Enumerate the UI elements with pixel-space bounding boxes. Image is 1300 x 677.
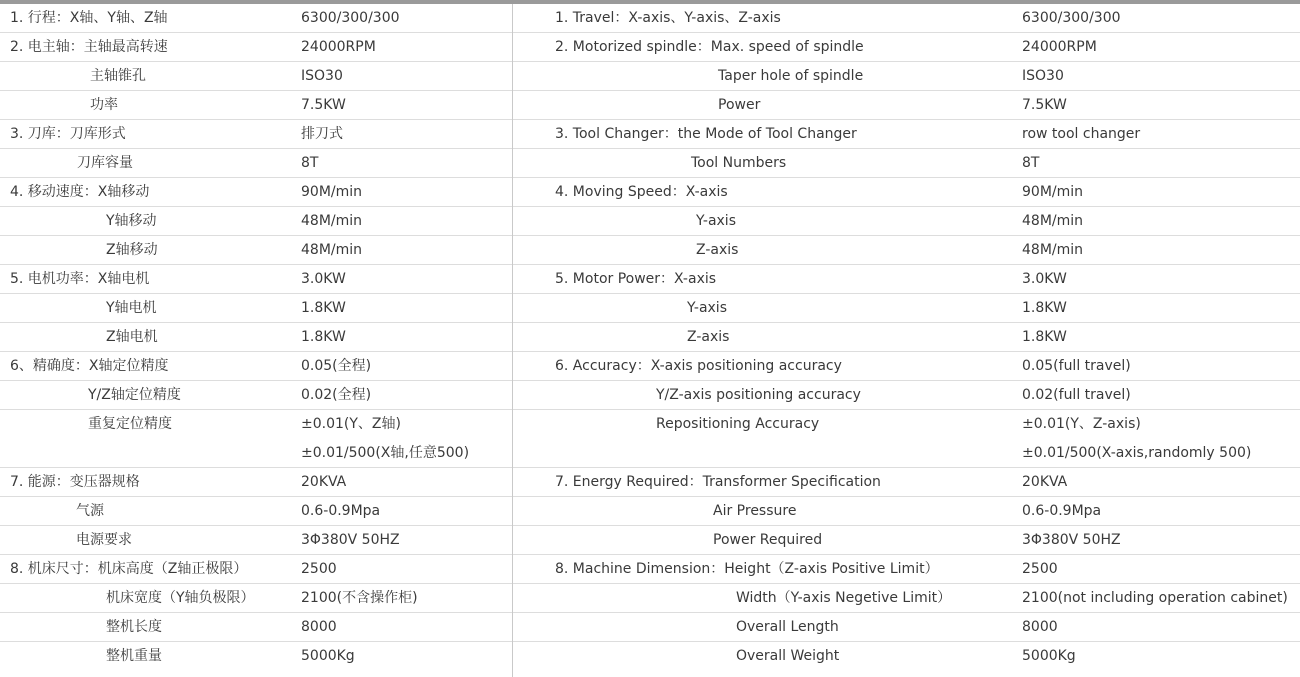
spec-value: 1.8KW [301, 300, 346, 316]
spec-row [0, 265, 512, 294]
spec-row [0, 207, 512, 236]
spec-value: 5000Kg [301, 648, 355, 664]
spec-label: Y/Z-axis positioning accuracy [656, 387, 861, 403]
spec-label: Y-axis [687, 300, 727, 316]
spec-label: Z-axis [687, 329, 730, 345]
spec-label: 电源要求 [76, 532, 132, 548]
spec-label: 重复定位精度 [88, 416, 172, 432]
spec-value: 8000 [301, 619, 337, 635]
spec-value: 24000RPM [301, 39, 376, 55]
spec-value: 3Φ380V 50HZ [301, 532, 400, 548]
spec-row [513, 62, 1300, 91]
spec-value: 90M/min [1022, 184, 1084, 200]
spec-row [513, 207, 1300, 236]
spec-value: ±0.01(Y、Z轴) [301, 416, 401, 432]
spec-row [513, 294, 1300, 323]
spec-row [513, 555, 1300, 584]
spec-row [513, 613, 1300, 642]
spec-row [0, 4, 512, 33]
spec-row [513, 497, 1300, 526]
spec-row [0, 555, 512, 584]
spec-row [0, 642, 512, 671]
spec-label: Y-axis [696, 213, 736, 229]
spec-value: 7.5KW [301, 97, 346, 113]
spec-value: 8T [1022, 155, 1040, 171]
spec-row [0, 62, 512, 91]
spec-value-secondary: ±0.01/500(X轴,任意500) [301, 445, 470, 461]
spec-value: 20KVA [301, 474, 347, 490]
spec-label: Power Required [713, 532, 823, 548]
spec-label: Overall Weight [736, 648, 840, 664]
spec-row [513, 120, 1300, 149]
spec-row [0, 91, 512, 120]
spec-row [513, 33, 1300, 62]
spec-value: 3.0KW [301, 271, 346, 287]
spec-label: 功率 [90, 97, 118, 113]
spec-label: 4. 移动速度：X轴移动 [10, 184, 150, 200]
spec-row [513, 526, 1300, 555]
spec-value: 0.02(全程) [301, 387, 372, 403]
spec-value: 6300/300/300 [1022, 10, 1121, 26]
spec-value: 7.5KW [1022, 97, 1067, 113]
spec-label: 6、精确度：X轴定位精度 [10, 358, 169, 374]
spec-label: Width（Y-axis Negetive Limit） [736, 590, 952, 606]
spec-row [0, 584, 512, 613]
spec-value: 24000RPM [1022, 39, 1097, 55]
spec-value: 48M/min [1022, 213, 1084, 229]
spec-row [513, 149, 1300, 178]
spec-label: 1. Travel：X-axis、Y-axis、Z-axis [555, 10, 781, 26]
spec-value: 48M/min [301, 242, 363, 258]
spec-value: 0.05(全程) [301, 358, 372, 374]
spec-row [513, 584, 1300, 613]
spec-row [0, 323, 512, 352]
spec-value: 5000Kg [1022, 648, 1076, 664]
spec-value: 1.8KW [301, 329, 346, 345]
spec-label: Y/Z轴定位精度 [88, 387, 181, 403]
spec-value: 2100(not including operation cabinet) [1022, 590, 1288, 606]
spec-value-secondary: ±0.01/500(X-axis,randomly 500) [1022, 445, 1252, 461]
spec-label: 3. 刀库：刀库形式 [10, 126, 126, 142]
spec-value: 2100(不含操作柜) [301, 590, 418, 606]
spec-value: 48M/min [1022, 242, 1084, 258]
spec-value: 3Φ380V 50HZ [1022, 532, 1121, 548]
spec-value: 2500 [1022, 561, 1058, 577]
spec-row [0, 613, 512, 642]
spec-value: 48M/min [301, 213, 363, 229]
spec-label: 3. Tool Changer：the Mode of Tool Changer [555, 126, 857, 142]
spec-row [513, 352, 1300, 381]
spec-label: 机床宽度（Y轴负极限） [106, 590, 255, 606]
spec-row [0, 526, 512, 555]
spec-row [0, 468, 512, 497]
spec-value: 0.02(full travel) [1022, 387, 1131, 403]
spec-value: 排刀式 [301, 126, 343, 142]
spec-row [513, 236, 1300, 265]
spec-label: 6. Accuracy：X-axis positioning accuracy [555, 358, 842, 374]
spec-label: Repositioning Accuracy [656, 416, 820, 432]
spec-row [0, 33, 512, 62]
spec-label: 7. 能源：变压器规格 [10, 474, 140, 490]
spec-value: ISO30 [1022, 68, 1064, 84]
spec-value: 1.8KW [1022, 329, 1067, 345]
spec-value: 1.8KW [1022, 300, 1067, 316]
spec-row [0, 294, 512, 323]
spec-row [0, 236, 512, 265]
spec-row [513, 4, 1300, 33]
spec-label: 刀库容量 [77, 155, 133, 171]
spec-row [513, 91, 1300, 120]
spec-label: Air Pressure [713, 503, 797, 519]
spec-value: 6300/300/300 [301, 10, 400, 26]
spec-label: Z轴移动 [106, 242, 158, 258]
spec-row [513, 410, 1300, 468]
spec-label: Y轴移动 [106, 213, 157, 229]
spec-row [0, 352, 512, 381]
spec-value: 0.6-0.9Mpa [1022, 503, 1102, 519]
spec-value: 0.05(full travel) [1022, 358, 1131, 374]
spec-label: 5. Motor Power：X-axis [555, 271, 717, 287]
spec-label: Taper hole of spindle [718, 68, 864, 84]
spec-label: Z轴电机 [106, 329, 158, 345]
spec-label: Y轴电机 [106, 300, 157, 316]
spec-value: 20KVA [1022, 474, 1068, 490]
spec-value: ISO30 [301, 68, 343, 84]
spec-row [0, 381, 512, 410]
spec-row [0, 149, 512, 178]
spec-label: 气源 [76, 503, 104, 519]
spec-label: 8. Machine Dimension：Height（Z-axis Positive Limit） [555, 561, 939, 577]
spec-label: 5. 电机功率：X轴电机 [10, 271, 150, 287]
spec-value: 2500 [301, 561, 337, 577]
spec-label: 7. Energy Required：Transformer Specification [555, 474, 881, 490]
spec-label: 1. 行程：X轴、Y轴、Z轴 [10, 10, 168, 26]
spec-row [513, 178, 1300, 207]
spec-row [0, 497, 512, 526]
spec-value: 8000 [1022, 619, 1058, 635]
spec-label: 整机重量 [106, 648, 162, 664]
spec-label: 主轴锥孔 [90, 68, 146, 84]
spec-label: Overall Length [736, 619, 839, 635]
spec-row [513, 265, 1300, 294]
spec-label: 4. Moving Speed：X-axis [555, 184, 728, 200]
spec-table-english [513, 4, 1300, 671]
spec-row [513, 381, 1300, 410]
spec-value: 0.6-0.9Mpa [301, 503, 381, 519]
spec-value: 90M/min [301, 184, 363, 200]
spec-label: 8. 机床尺寸：机床高度（Z轴正极限） [10, 561, 248, 577]
spec-row [0, 120, 512, 149]
spec-label: 2. 电主轴：主轴最高转速 [10, 39, 168, 55]
spec-row [513, 642, 1300, 671]
spec-table-chinese [0, 4, 512, 671]
spec-label: 整机长度 [106, 619, 162, 635]
spec-value: ±0.01(Y、Z-axis) [1022, 416, 1141, 432]
spec-row [0, 178, 512, 207]
spec-row [513, 323, 1300, 352]
spec-value: 3.0KW [1022, 271, 1067, 287]
spec-row [513, 468, 1300, 497]
spec-label: Tool Numbers [691, 155, 787, 171]
spec-value: 8T [301, 155, 319, 171]
spec-label: 2. Motorized spindle：Max. speed of spindle [555, 39, 864, 55]
spec-label: Power [718, 97, 761, 113]
spec-label: Z-axis [696, 242, 739, 258]
spec-value: row tool changer [1022, 126, 1141, 142]
spec-row [0, 410, 512, 468]
